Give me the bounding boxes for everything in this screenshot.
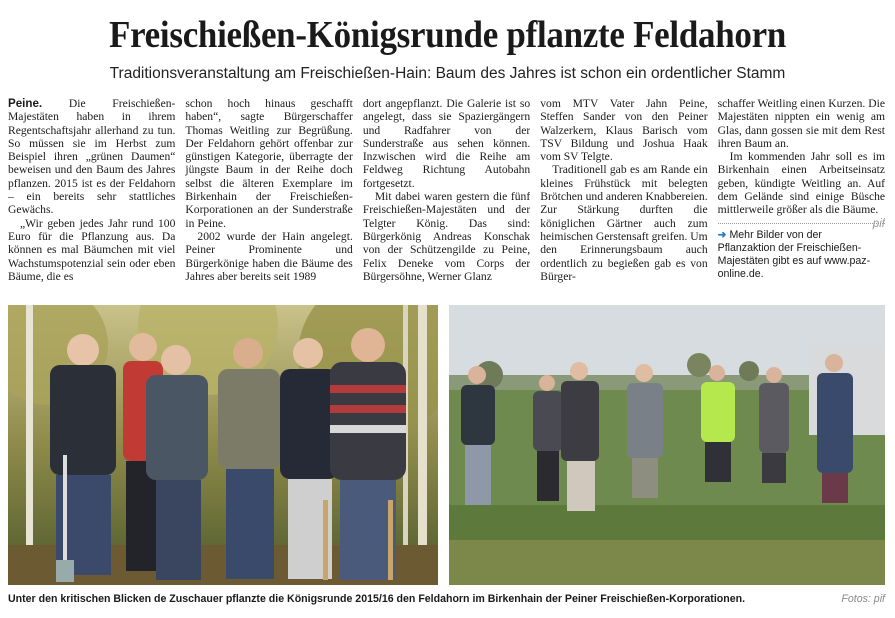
photo-group-planting xyxy=(8,305,438,585)
arrow-right-icon: ➜ xyxy=(717,228,727,241)
paragraph: dort angepflanzt. Die Galerie ist so angelegt, dass sie Spaziergängern und Radfahrer von der Sunderstraße aus sehen können. Inzwischen wird die Reihe am Feldweg Richtung Autobahn fortgesetzt. xyxy=(362,97,531,190)
column-1 xyxy=(8,97,175,297)
more-photos-link[interactable] xyxy=(718,223,885,281)
subline: Traditionsveranstaltung am Freischießen-Hain: Baum des Jahres ist schon ein ordentlicher Stamm xyxy=(109,65,786,82)
photo-credit: Fotos: pif xyxy=(841,593,885,605)
paragraph: Mit dabei waren gestern die fünf Freischießen-Majestäten und der Telgter König. Das sind: Bürgerkönig Andreas Konschak von der Schützengilde zu Peine, Felix Deneke vom Corps der Bürgersöhne, Werner Glanz xyxy=(362,190,531,283)
paragraph: Im kommenden Jahr soll es im Birkenhain einen Arbeitseinsatz geben, kündigte Weitling an. Auf dem Gelände sind einige Büsche mittlerweile größer als die Bäume. pif xyxy=(717,150,886,230)
paragraph: schon hoch hinaus geschafft haben“, sagte Bürgerschaffer Thomas Weitling zur Begrüßung. Der Feldahorn gehört offenbar zur günstigen Kategorie, überragte der jüngste Baum in der Reihe doch selbst die älteren Exemplare im Birkenhain der Freischießen-Korporationen an der Sunderstraße in Peine. xyxy=(185,97,353,230)
article-body xyxy=(8,97,885,297)
paragraph: Traditionell gab es am Rande ein kleines Frühstück mit belegten Brötchen und anderen Knabbereien. Zur Stärkung durften die königlichen Gärtner auch zum heimischen Gerstensaft greifen. Um den Erinnerungsbaum auch ordentlich zu begießen gab es von Bürger- xyxy=(540,163,708,283)
column-2 xyxy=(185,97,352,297)
paragraph: vom MTV Vater Jahn Peine, Steffen Sander von den Peiner Walzerkern, Klaus Barisch vom TSV Bildung und Joshua Haak vom SV Telgte. xyxy=(540,97,708,164)
more-photos-text: Mehr Bilder von der Pflanzaktion der Freischießen-Majestäten gibt es auf www.paz-online.de. xyxy=(717,228,871,280)
paragraph: 2002 wurde der Hain angelegt. Peiner Prominente und Bürgerkönige haben die Bäume des Jahres aber bereits seit 1989 xyxy=(185,229,353,283)
headline: Freischießen-Königsrunde pflanzte Feldahorn xyxy=(108,14,786,56)
paragraph: Peine. Die Freischießen-Majestäten haben in ihrem Regentschaftsjahr allerhand zu tun. So müssen sie im Herbst zum Beispiel ihren „grünen Daumen“ beweisen und den Baum des Jahres pflanzen. 2015 ist es der Feldahorn – ein bereits sehr stattliches Gewächs. xyxy=(8,97,176,217)
paragraph: „Wir geben jedes Jahr rund 100 Euro für die Pflanzung aus. Da können es mal Bäumchen mit viel Wachstumspotenzial sein oder eben Bäume, die es xyxy=(8,216,176,283)
author-initials: pif xyxy=(872,216,886,230)
photo-spectators xyxy=(449,305,885,585)
paragraph: schaffer Weitling einen Kurzen. Die Majestäten nippten ein wenig am Glas, dann gossen sie mit dem Rest ihren Baum an. xyxy=(717,97,886,150)
dateline: Peine. xyxy=(8,97,43,110)
photo-caption: Unter den kritischen Blicken de Zuschauer pflanzte die Königsrunde 2015/16 den Feldahorn im Birkenhain der Peiner Freischießen-Korporationen. xyxy=(8,593,746,605)
column-3 xyxy=(363,97,530,297)
column-5 xyxy=(718,97,885,297)
column-4 xyxy=(540,97,707,297)
